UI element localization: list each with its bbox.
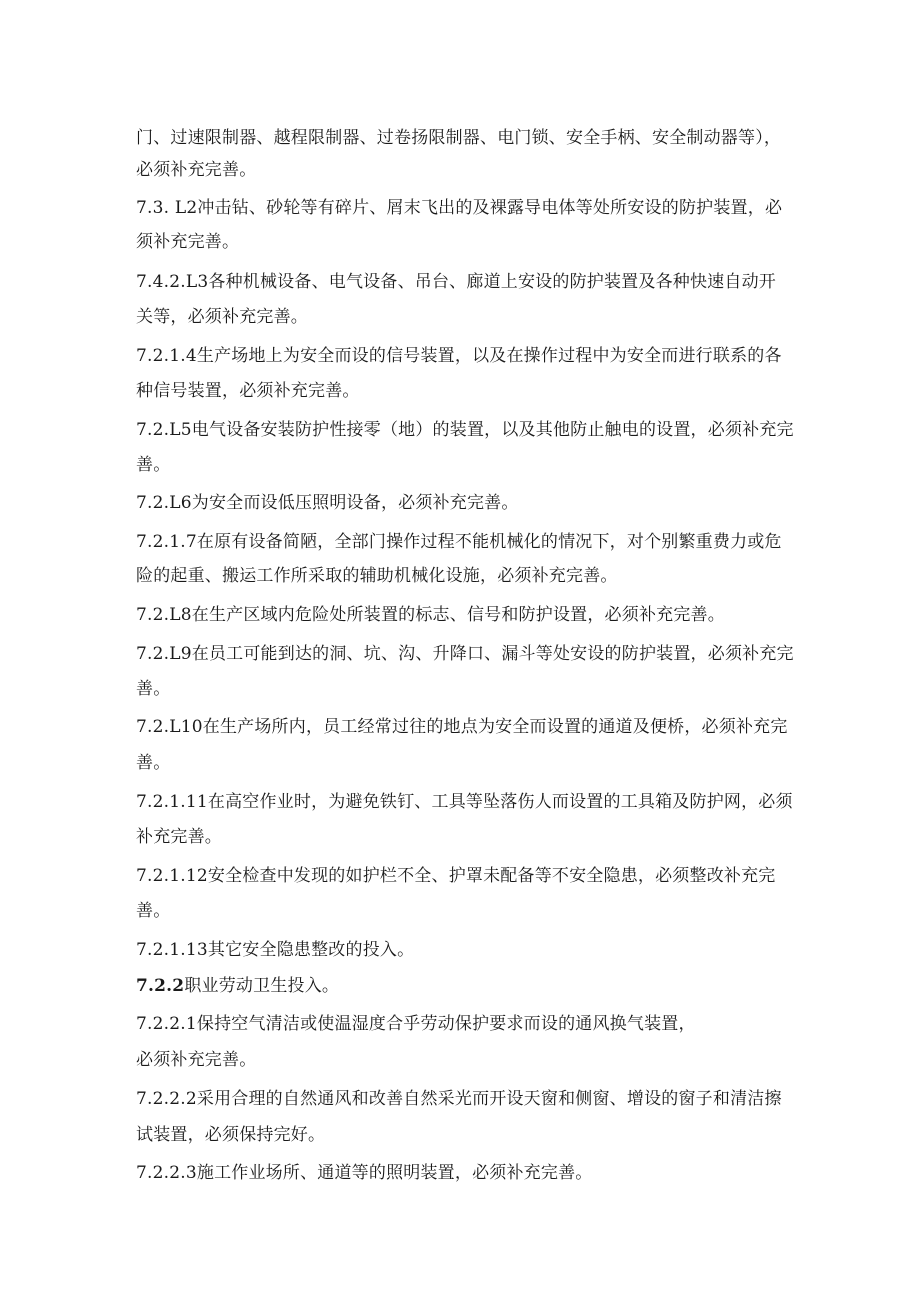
text-line: 7.2.2.2采用合理的自然通风和改善自然采光而开设天窗和侧窗、增设的窗子和清洁擦: [136, 1089, 782, 1109]
text-line: 7.2.1.12安全检查中发现的如护栏不全、护罩未配备等不安全隐患，必须整改补充完: [136, 866, 776, 886]
text-line: 种信号装置，必须补充完善。: [136, 381, 360, 401]
section-heading: [136, 975, 796, 997]
text-line: 7.4.2.L3各种机械设备、电气设备、吊台、廊道上安设的防护装置及各种快速自动开: [136, 272, 776, 292]
section-number: 7.2.2: [136, 976, 185, 996]
text-line: 7.2.2.1保持空气清洁或使温湿度合乎劳动保护要求而设的通风换气装置，: [136, 1014, 696, 1034]
text-line: 善。: [136, 679, 171, 699]
section-title: 职业劳动卫生投入。: [184, 976, 340, 996]
text-line: 门、过速限制器、越程限制器、过卷扬限制器、电门锁、安全手柄、安全制动器等），: [136, 128, 782, 148]
text-line: 7.2.L5电气设备安装防护性接零（地）的装置，以及其他防止触电的设置，必须补充完: [136, 420, 794, 440]
text-line: 关等，必须补充完善。: [136, 307, 308, 327]
text-line: 必须补充完善。: [136, 1050, 257, 1070]
text-line: 7.2.1.4生产场地上为安全而设的信号装置，以及在操作过程中为安全而进行联系的各: [136, 346, 782, 366]
text-line: 7.2.2.3施工作业场所、通道等的照明装置，必须补充完善。: [136, 1163, 593, 1183]
text-line: 善。: [136, 753, 171, 773]
text-line: 险的起重、搬运工作所采取的辅助机械化设施，必须补充完善。: [136, 566, 618, 586]
text-line: 7.2.1.11在高空作业时，为避免铁钉、工具等坠落伤人而设置的工具箱及防护网，必须: [136, 792, 793, 812]
text-line: 7.2.1.13其它安全隐患整改的投入。: [136, 940, 415, 960]
text-line: 必须补充完善。: [136, 160, 257, 180]
text-line: 7.2.L9在员工可能到达的洞、坑、沟、升降口、漏斗等处安设的防护装置，必须补充完: [136, 644, 794, 664]
text-line: 7.2.L10在生产场所内，员工经常过往的地点为安全而设置的通道及便桥，必须补充完: [136, 717, 788, 737]
text-line: 善。: [136, 455, 171, 475]
text-line: 7.2.L8在生产区域内危险处所装置的标志、信号和防护设置，必须补充完善。: [136, 605, 725, 625]
text-line: 试装置，必须保持完好。: [136, 1125, 326, 1145]
text-line: 7.2.1.7在原有设备简陋，全部门操作过程不能机械化的情况下，对个别繁重费力或危: [136, 532, 782, 552]
text-line: 补充完善。: [136, 827, 222, 847]
text-line: 7.2.L6为安全而设低压照明设备，必须补充完善。: [136, 493, 519, 513]
text-line: 须补充完善。: [136, 232, 240, 252]
text-line: 7.3. L2冲击钻、砂轮等有碎片、屑末飞出的及裸露导电体等处所安设的防护装置，必: [136, 198, 783, 218]
text-line: 善。: [136, 901, 171, 921]
